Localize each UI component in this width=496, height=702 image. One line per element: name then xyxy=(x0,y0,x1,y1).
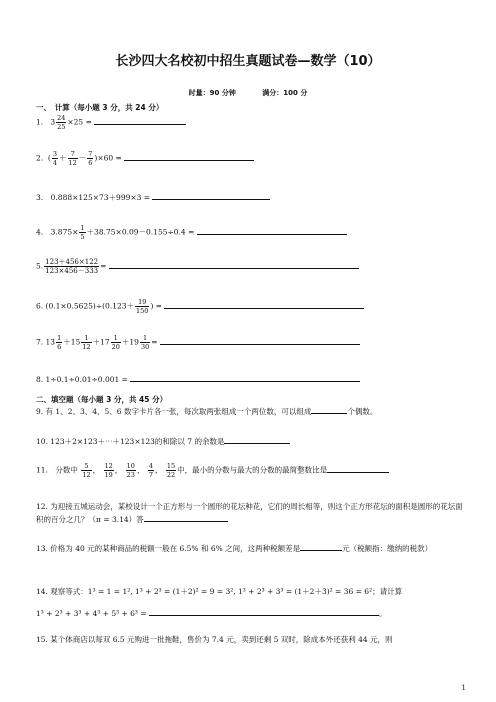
answer-blank[interactable] xyxy=(300,543,342,551)
answer-blank[interactable] xyxy=(144,514,228,522)
answer-blank[interactable] xyxy=(152,192,270,200)
answer-blank[interactable] xyxy=(164,301,364,309)
question-14: 14. 观察等式：1³ = 1 = 1², 1³ + 2³ = (1＋2)² = 9 = 3², 1³ + 2³ + 3³ = (1＋2＋3)² = 36 = 6²；请计算 xyxy=(36,587,403,596)
answer-blank[interactable] xyxy=(94,117,186,125)
answer-blank[interactable] xyxy=(197,227,347,235)
question-5: 5. $\frac{123+456\times 122}{123\times 456-333}$ = xyxy=(36,258,359,275)
question-4: 4. 3.875× $\frac{1}{5}$ ＋38.75×0.09－0.155÷0.4 = xyxy=(36,224,347,241)
question-12: 12. 为迎接五城运动会，某校设计一个正方形与一个圆形的花坛种花，它们的周长相等，则这个正方形花坛的面积是圆形的花坛面积的百分之几？（π = 3.14）答 xyxy=(36,502,463,524)
question-11: 11. 分数中 $\frac{5}{12}$ ， $\frac{12}{19}$ ， $\frac{10}{23}$ ， $\frac{4}{7}$ ， $\frac{15}{22}$ 中，最小的分数与最大的分数的最简整数比是 xyxy=(36,462,389,479)
answer-blank[interactable] xyxy=(109,261,359,269)
full-score: 满分：100 分 xyxy=(262,89,308,97)
page-title: 长沙四大名校初中招生真题试卷—数学（10） xyxy=(115,54,381,69)
question-3: 3. 0.888×125×73＋999×3 = xyxy=(36,192,270,203)
question-10: 10. 123＋2×123＋⋯＋123×123的和除以 7 的余数是 xyxy=(36,436,290,447)
section-1-heading: 一、 计算（每小题 3 分，共 24 分） xyxy=(36,103,164,112)
question-6: 6. (0.1×0.5625)÷(0.123＋ $\frac{19}{150}$ ) = xyxy=(36,298,364,315)
question-13: 13. 价格为 40 元的某种商品的税额一般在 6.5% 和 6% 之间，这两种税额差是 元（税额指：缴纳的税款） xyxy=(36,544,433,553)
question-8: 8. 1÷0.1÷0.01÷0.001 = xyxy=(36,374,360,385)
question-14-line2: 1³ + 2³ + 3³ + 4³ + 5³ + 6³ = 。 xyxy=(36,609,387,618)
question-9: 9. 有 1、2、3、4、5、6 数字卡片各一张，每次取两张组成一个两位数，可以组成 个偶数。 xyxy=(36,407,378,416)
question-7: 7. 13 $\frac{1}{6}$ ＋15 $\frac{1}{12}$ ＋17 $\frac{1}{20}$ ＋19 $\frac{1}{30}$ = xyxy=(36,334,360,351)
time-limit: 时量：90 分钟 xyxy=(188,89,236,97)
question-2: 2. ( $\frac{3}{4}$ ＋ $\frac{7}{12}$ － $\frac{7}{6}$ )×60 = xyxy=(36,150,254,167)
answer-blank[interactable] xyxy=(130,374,360,382)
answer-blank[interactable] xyxy=(160,337,360,345)
section-2-heading: 二、填空题（每小题 3 分，共 45 分） xyxy=(36,395,168,404)
answer-blank[interactable] xyxy=(311,406,347,414)
answer-blank[interactable] xyxy=(124,153,254,161)
answer-blank[interactable] xyxy=(327,465,389,473)
answer-blank[interactable] xyxy=(224,436,290,444)
answer-blank[interactable] xyxy=(149,608,379,616)
exam-meta xyxy=(0,88,496,98)
question-1: 1. 3 $\frac{24}{25}$ ×25 = xyxy=(36,114,186,131)
question-15: 15. 某个体商店以每双 6.5 元购进一批拖鞋，售价为 7.4 元，卖到还剩 5 双时，除成本外还获利 44 元，则 xyxy=(36,635,393,644)
page-number: 1 xyxy=(461,684,466,692)
fraction: $\frac{24}{25}$ xyxy=(57,114,66,131)
